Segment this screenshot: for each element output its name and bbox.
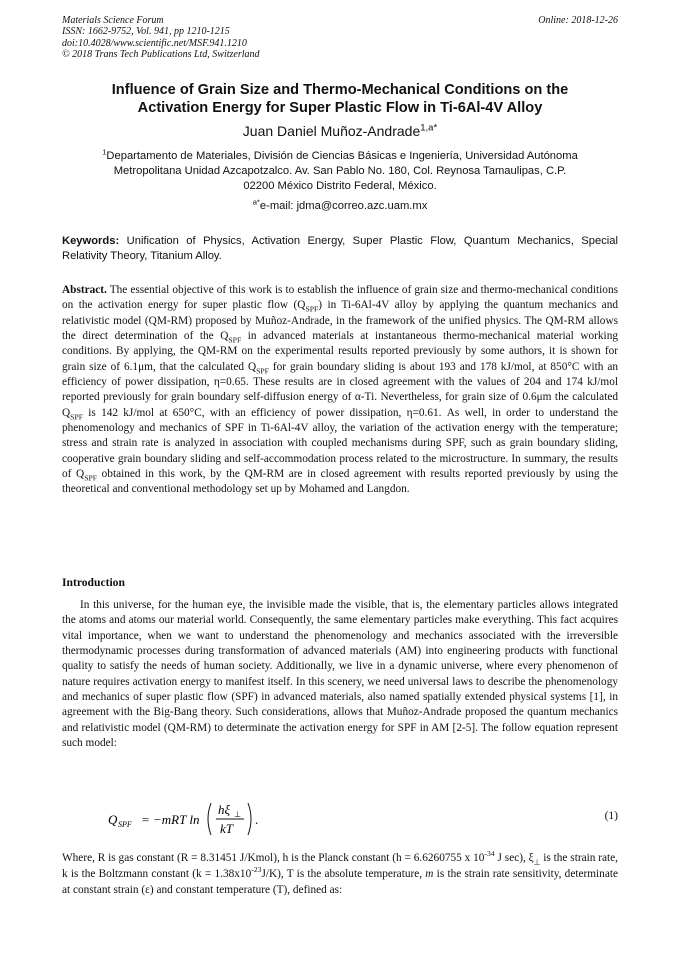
journal-copyright: © 2018 Trans Tech Publications Ltd, Switzerland [62, 49, 260, 61]
where-text-2: J sec), ξ [494, 852, 534, 864]
abstract-part-6: obtained in this work, by the QM-RM are in closed agreement with results reported previously by using the theoretical and conventional methodology set up by Mohamed and Langdon. [62, 468, 618, 496]
eq-lhs-sub: SPF [118, 820, 132, 829]
paper-title [62, 81, 618, 117]
where-text-5: is the strain rate sensitivity, determinate at constant strain (ε) and constant temperature (T), defined as: [62, 867, 618, 896]
affiliation-line-2: Metropolitana Unidad Azcapotzalco. Av. San Pablo No. 180, Col. Reynosa Tamaulipas, C.P. [113, 165, 567, 177]
email-text[interactable]: e-mail: jdma@correo.azc.uam.mx [259, 200, 428, 212]
spf-subscript: SPF [256, 365, 269, 375]
abstract [62, 283, 618, 498]
journal-doi: doi:10.4028/www.scientific.net/MSF.941.1210 [62, 37, 247, 49]
journal-issn: ISSN: 1662-9752, Vol. 941, pp 1210-1215 [62, 26, 230, 38]
equation-explanation [62, 851, 618, 898]
where-text-1: Where, R is gas constant (R = 8.31451 J/Kmol), h is the Planck constant (h = 6.6260755 x 10 [62, 852, 485, 864]
journal-header [62, 15, 618, 61]
eq-rhs-prefix: = −mRT ln [141, 812, 200, 827]
spf-subscript: SPF [70, 412, 83, 421]
spf-subscript: SPF [84, 473, 98, 483]
strain-rate-subscript: ⊥ [533, 857, 541, 867]
eq-denominator: kT [220, 821, 233, 836]
planck-exponent: -34 [484, 849, 495, 859]
section-heading-introduction: Introduction [62, 576, 125, 589]
title-line-2: Activation Energy for Super Plastic Flow in Ti-6Al-4V Alloy [137, 100, 543, 116]
affiliation-superscript: 1 [102, 147, 107, 157]
eq-lhs: Q [108, 812, 118, 827]
eq-trailing-period: . [255, 812, 259, 827]
eq-right-paren [248, 803, 251, 835]
affiliation [62, 149, 618, 194]
author-name: Juan Daniel Muñoz-Andrade [242, 123, 421, 139]
where-text-3: is the strain rate, k is the Boltzmann constant (k = 1.38x10 [62, 852, 618, 880]
equation-number: (1) [604, 810, 618, 822]
journal-name: Materials Science Forum [62, 15, 164, 26]
boltzmann-exponent: -23 [251, 865, 262, 875]
abstract-part-1: The essential objective of this work is to establish the influence of grain size and thermo-mechanical conditions on the activation energy for super plastic flow (Q [62, 284, 618, 312]
eq-numerator: hξ [218, 802, 231, 817]
keywords-text: Unification of Physics, Activation Energy, Super Plastic Flow, Quantum Mechanics, Special Relativity Theory, Titanium Alloy. [62, 235, 618, 262]
strain-rate-sensitivity-symbol: m [425, 867, 434, 880]
author-email [62, 199, 618, 213]
equation-1 [108, 794, 618, 844]
affiliation-line-1: Departamento de Materiales, División de Ciencias Básicas e Ingeniería, Universidad Autónoma [106, 150, 578, 162]
spf-subscript: SPF [305, 304, 319, 314]
title-line-1: Influence of Grain Size and Thermo-Mechanical Conditions on the [111, 82, 569, 98]
author-line [62, 122, 618, 140]
online-date: Online: 2018-12-26 [538, 15, 618, 26]
email-superscript: a* [252, 197, 260, 207]
abstract-part-3: in advanced materials at instantaneous thermo-mechanical material working conditions. By applying, the QM-RM on the experimental results reported previously by some authors, it is shown for grain size of 6.1μm, that the calculated Q [62, 330, 618, 373]
keywords [62, 234, 618, 264]
abstract-label: Abstract. [62, 284, 107, 296]
eq-numerator-sub: ⊥ [234, 810, 241, 819]
equation-svg [108, 794, 308, 844]
affiliation-line-3: 02200 México Distrito Federal, México. [243, 180, 437, 192]
keywords-label: Keywords: [62, 235, 120, 247]
abstract-part-2: ) in Ti-6Al-4V alloy by applying the quantum mechanics and relativistic model (QM-RM) proposed by Muñoz-Andrade, in the framework of the unified physics. The QM-RM allows the direct determination of the Q [62, 299, 618, 343]
abstract-part-5: is 142 kJ/mol at 650°C, with an efficiency of power dissipation, η=0.61. As well, in order to understand the phenomenology and mechanics of SPF in Ti-6Al-4V alloy, the variation of the activation energy with the temperature; stress and strain rate is analyzed in association with coupled mechanisms during SPF, such as grain boundary sliding, cooperative grain boundary sliding and self-accommodation process related to the microstructure. In summary, the results of Q [62, 406, 618, 481]
eq-left-paren [208, 803, 211, 835]
introduction-text: In this universe, for the human eye, the invisible made the visible, that is, the elementary particles allows integrated the atoms and atoms our material world. Consequently, the same elementary particles make everything. This fact acquires vital importance, when we want to understand the phenomenology and mechanics associated with the irreversible thermodynamic processes during transformation of advanced materials (AM) into engineering products with functional quality to satisfy the needs of human society. Additionally, we live in a dynamic universe, where every phenomenon of nature requires activation energy to manifest itself. In this scenery, we need universal laws to describe the phenomenology and mechanics of super plastic flow (SPF) in advanced materials, also named spatially extended physical systems [1], in agreement with the Big-Bang theory. Such considerations, allows that Muñoz-Andrade proposed the quantum mechanics and relativistic model (QM-RM) to determinate the activation energy for SPF in AM [2-5]. The follow equation represent such model: [62, 599, 618, 750]
spf-subscript: SPF [228, 335, 242, 345]
where-text-4: J/K), T is the absolute temperature, [261, 867, 426, 880]
author-superscript: 1,a* [420, 122, 438, 134]
abstract-part-4: for grain boundary sliding is about 193 and 178 kJ/mol, at 850°C with an efficiency of power dissipation, η=0.65. These results are in closed agreement with the values of 204 and 174 kJ/mol reported previously for grain boundary self-diffusion energy of α-Ti. Nevertheless, for grain size of 0.6μm the calculated Q [62, 360, 618, 419]
introduction-paragraph [62, 598, 618, 751]
